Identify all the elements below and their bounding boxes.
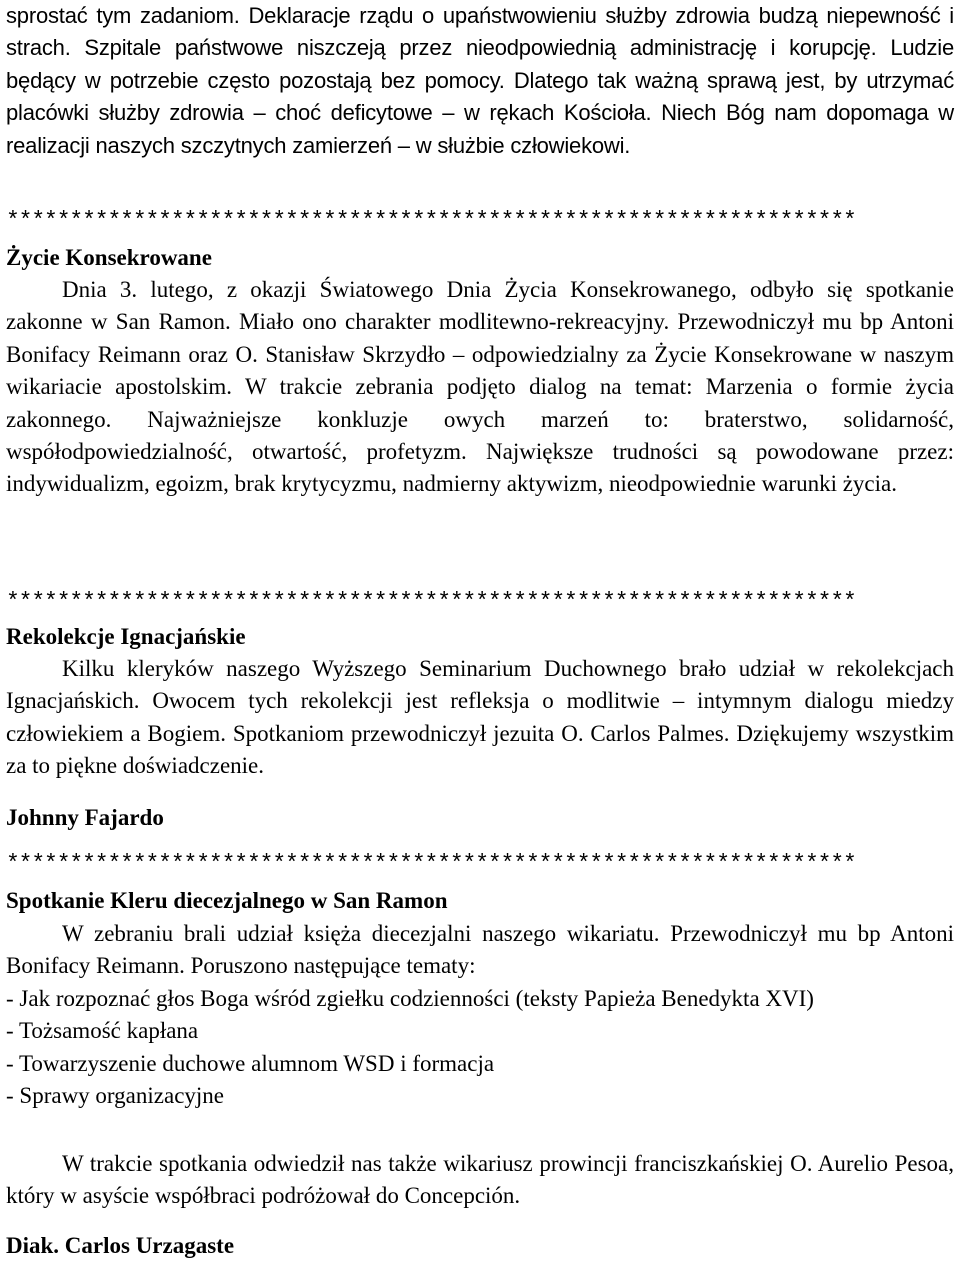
intro-paragraph <box>6 0 954 195</box>
separator-3: ******************************************************************* <box>6 852 856 876</box>
author-rekolekcje: Johnny Fajardo <box>6 805 164 830</box>
section-title-zycie: Życie Konsekrowane <box>6 245 212 270</box>
list-item: - Sprawy organizacyjne <box>6 1083 224 1109</box>
intro-text-b: Niech Bóg nam dopomaga w realizacji naszych szczytnych zamierzeń – w służbie człowiekowi. <box>6 100 954 158</box>
author-kler: Diak. Carlos Urzagaste <box>6 1233 235 1258</box>
topics-list <box>6 983 954 1113</box>
intro-text-a: sprostać tym zadaniom. Deklaracje rządu o upaństwowieniu służby zdrowia budzą niepewność i strach. Szpitale państwowe niszczeją przez nieodpowiednią administrację i korupcję. Ludzie będący w potrzebie często pozostają bez pomocy. Dlatego tak ważną sprawą jest, by utrzymać placówki służby zdrowia – choć deficytowe – w rękach Kościoła. <box>6 3 954 126</box>
list-item: - Towarzyszenie duchowe alumnom WSD i formacja <box>6 1050 495 1076</box>
list-item: - Tożsamość kapłana <box>6 1018 199 1044</box>
section-body-zycie: Dnia 3. lutego, z okazji Światowego Dnia Życia Konsekrowanego, odbyło się spotkanie zakonne w San Ramon. Miało ono charakter modlitewno-rekreacyjny. Przewodniczył mu bp Antoni Bonifacy Reimann oraz O. Stanisław Skrzydło – odpowiedzialny za Życie Konsekrowane w naszym wikariacie apostolskim. W trakcie zebrania podjęto dialog na temat: Marzenia o formie życia zakonnego. Najważniejsze konkluzje owych marzeń to: braterstwo, solidarność, współodpowiedzialność, otwartość, profetyzm. Największe trudności są powodowane przez: indywidualizm, egoizm, brak krytycyzmu, nadmierny aktywizm, nieodpowiednie warunki życia. <box>6 277 954 497</box>
section-title-rekolekcje: Rekolekcje Ignacjańskie <box>6 624 246 649</box>
separator-1: ******************************************************************* <box>6 209 856 233</box>
section-closing-kler: W trakcie spotkania odwiedził nas także wikariusz prowincji franciszkańskiej O. Aurelio Pesoa, który w asyście współbraci podróżował do Concepción. <box>6 1151 954 1209</box>
section-title-kler: Spotkanie Kleru diecezjalnego w San Ramon <box>6 888 448 913</box>
section-intro-kler: W zebraniu brali udział księża diecezjalni naszego wikariatu. Przewodniczył mu bp Antoni Bonifacy Reimann. Poruszono następujące tematy: <box>6 921 954 979</box>
section-body-rekolekcje: Kilku kleryków naszego Wyższego Seminarium Duchownego brało udział w rekolekcjach Ignacjańskich. Owocem tych rekolekcji jest refleksja o modlitwie – intymnym dialogu miedzy człowiekiem a Bogiem. Spotkaniom przewodniczył jezuita O. Carlos Palmes. Dziękujemy wszystkim za to piękne doświadczenie. <box>6 656 954 779</box>
separator-2: ******************************************************************* <box>6 590 856 614</box>
list-item: - Jak rozpoznać głos Boga wśród zgiełku codzienności (teksty Papieża Benedykta XVI) <box>6 986 814 1011</box>
